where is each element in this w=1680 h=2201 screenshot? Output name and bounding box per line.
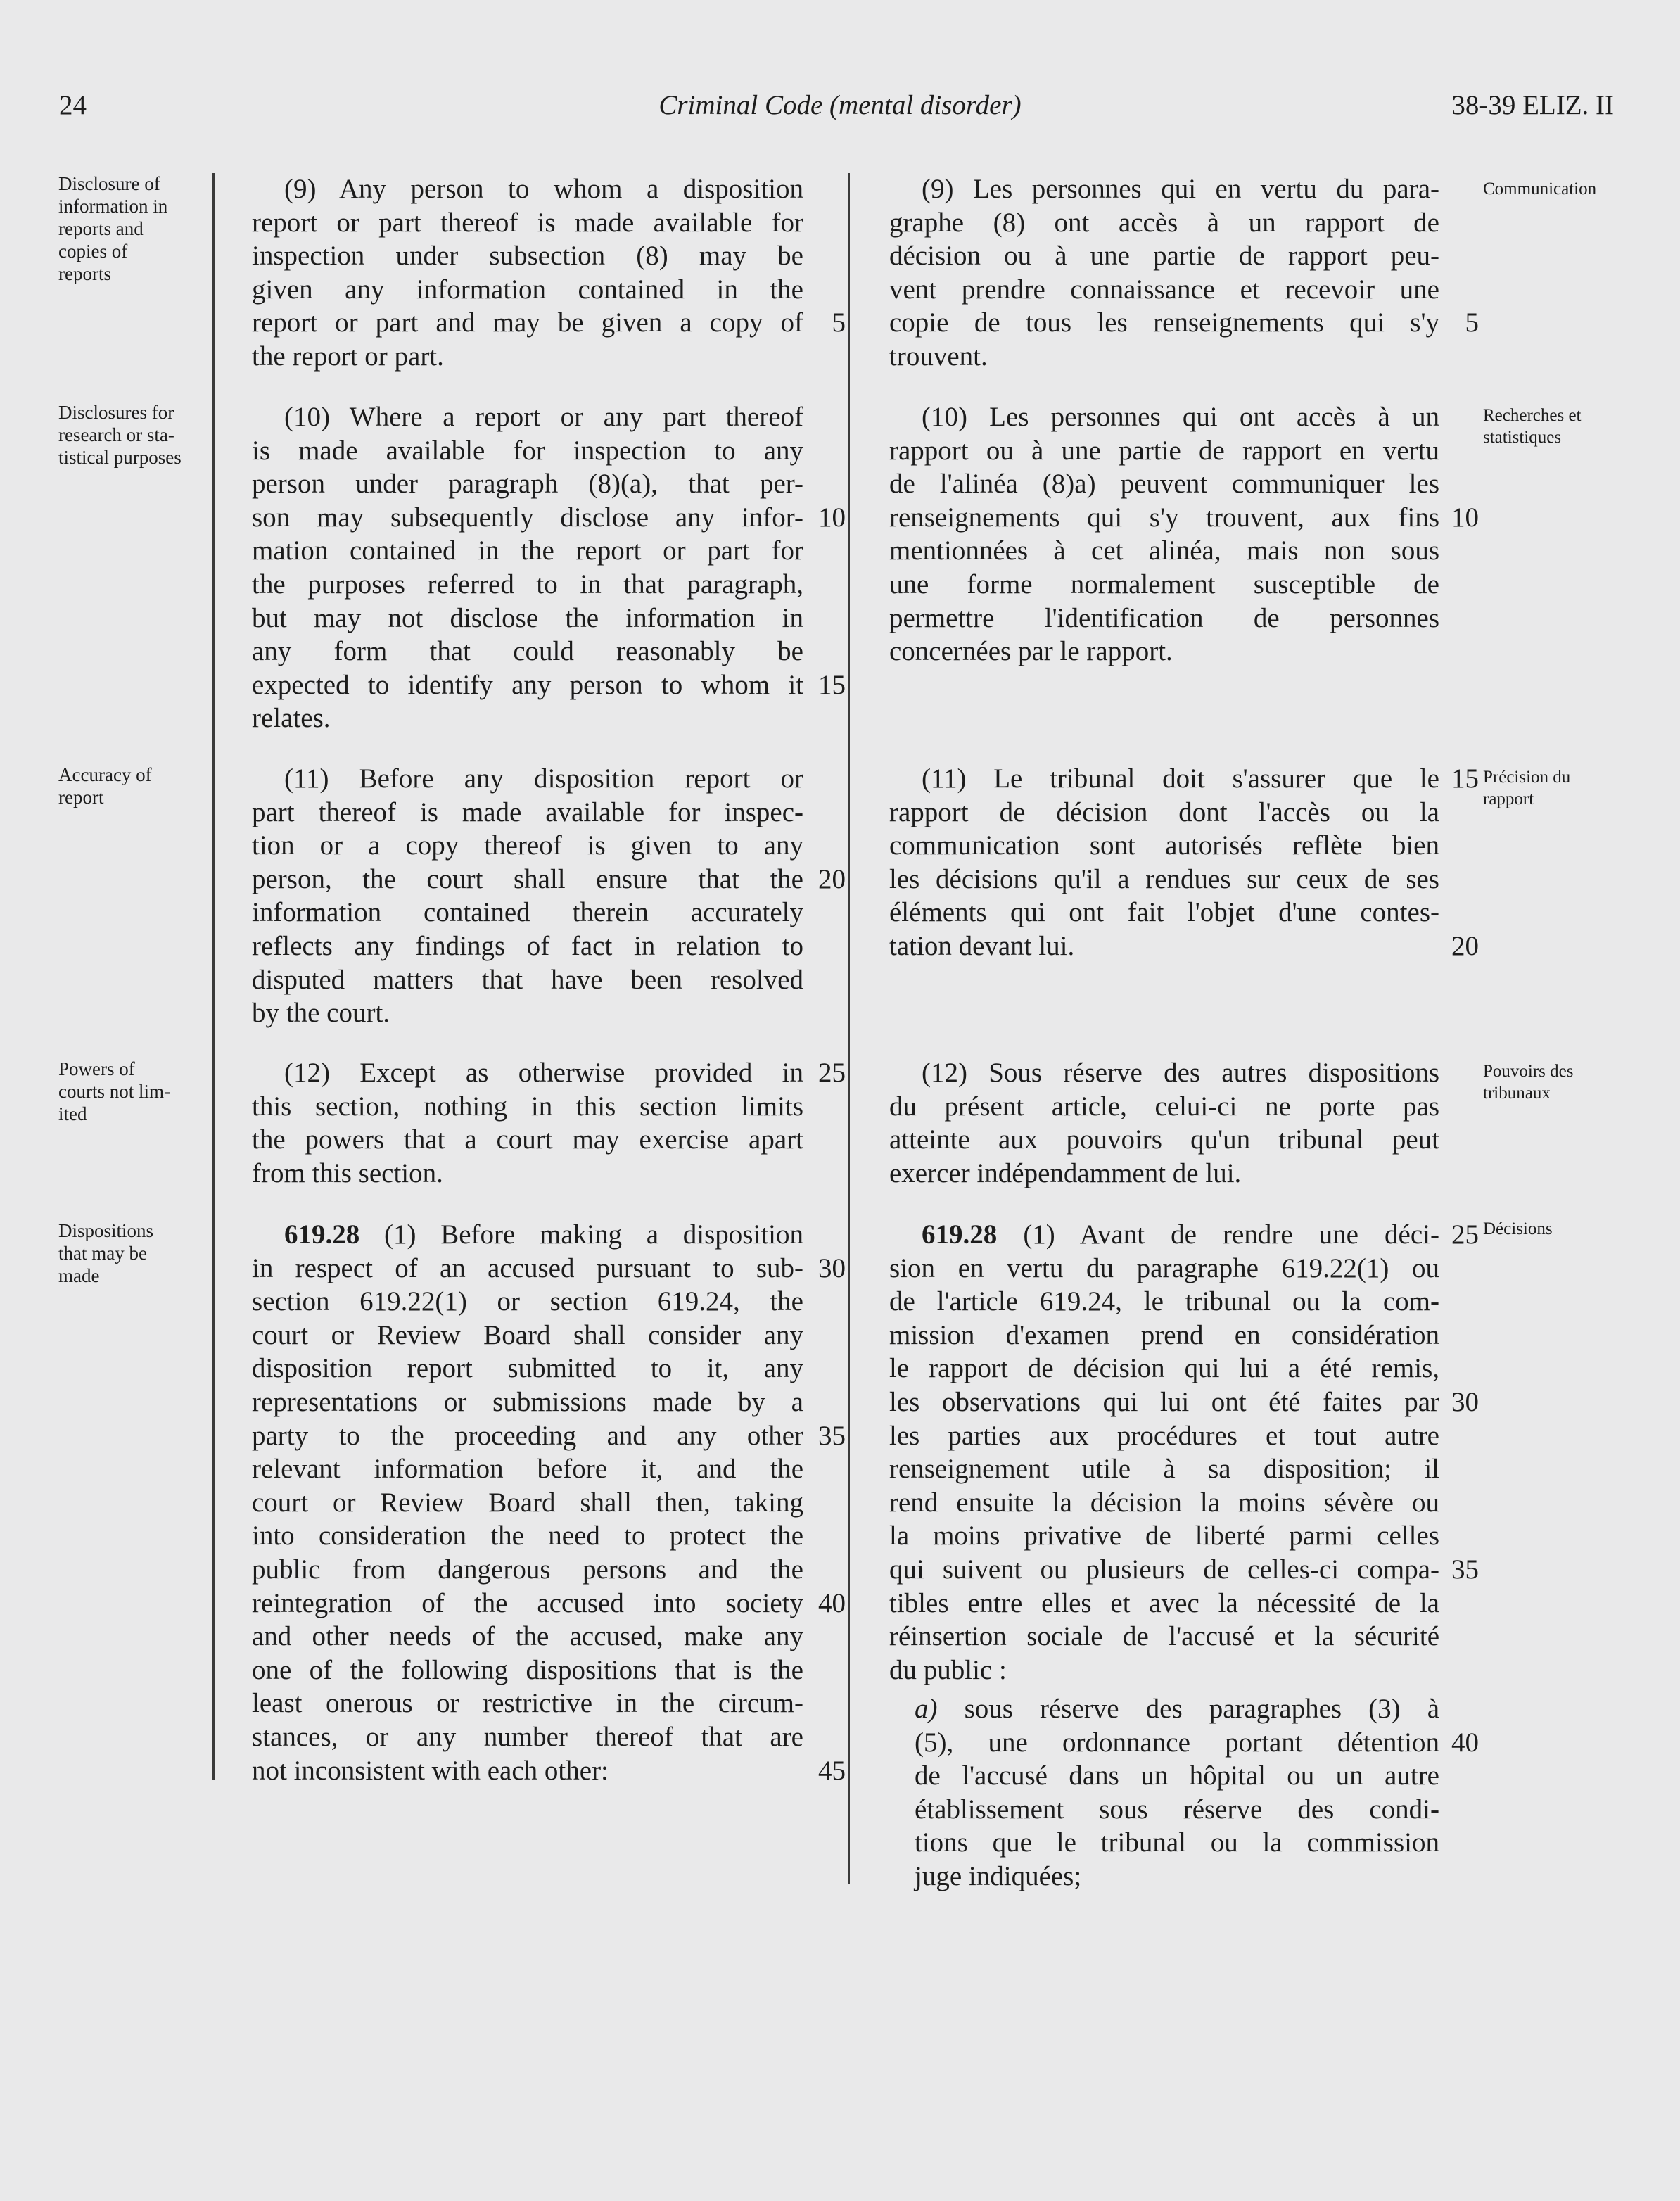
margin-note-accuracy: Accuracy of report bbox=[58, 764, 152, 808]
session-reference: 38-39 ELIZ. II bbox=[1451, 90, 1614, 120]
en-line-number: 40 bbox=[818, 1588, 846, 1618]
en-subsection-10: (10) Where a report or any part thereof is made available for inspection to any person under paragraph (8)(a), that per- son may subsequently disclose any infor- mation contained in the report or part for the purposes referred to in that paragraph, but may not disclose the information in any form that could reasonably be expected to identify any person to whom it relates. bbox=[252, 402, 803, 734]
en-section-number: 619.28 bbox=[284, 1219, 360, 1250]
fr-line-number: 20 bbox=[1451, 931, 1479, 961]
fr-subsection-11: (11) Le tribunal doit s'assurer que le rapport de décision dont l'accès ou la communication sont autorisés reflète bien les décisions qu'il a rendues sur ceux de ses éléments qui ont fait l'objet d'une contes- tation devant lui. bbox=[889, 763, 1439, 961]
fr-item-label: a) bbox=[915, 1694, 938, 1724]
en-line-number: 15 bbox=[818, 670, 846, 700]
en-line-number: 10 bbox=[818, 502, 846, 533]
page-number: 24 bbox=[59, 90, 87, 120]
en-line-number: 45 bbox=[818, 1756, 846, 1786]
en-line-number: 30 bbox=[818, 1253, 846, 1283]
margin-note-dispositions: Dispositions that may be made bbox=[58, 1220, 154, 1286]
margin-note-powers: Powers of courts not lim- ited bbox=[58, 1058, 170, 1124]
fr-line-number: 25 bbox=[1451, 1219, 1479, 1250]
margin-note-communication: Communication bbox=[1483, 179, 1597, 198]
margin-note-pouvoirs: Pouvoirs des tribunaux bbox=[1483, 1062, 1574, 1103]
en-line-number: 5 bbox=[832, 307, 846, 338]
margin-note-decisions: Décisions bbox=[1483, 1219, 1553, 1238]
fr-paragraph-a: a) sous réserve des paragraphes (3) à (5), une ordonnance portant détention de l'accusé dans un hôpital ou un autre établissement sous réserve des condi- tions que le tribunal ou la commission juge indiquées; bbox=[915, 1694, 1440, 1891]
fr-subsection-9: (9) Les personnes qui en vertu du para- graphe (8) ont accès à un rapport de décision ou à une partie de rapport peu- vent prendre connaissance et recevoir une copie de tous les renseignements qui s'y trouvent. bbox=[889, 174, 1439, 372]
en-line-number: 20 bbox=[818, 864, 846, 894]
left-column-rule bbox=[212, 173, 215, 1780]
fr-line-number: 10 bbox=[1451, 502, 1479, 533]
en-line-number: 25 bbox=[818, 1058, 846, 1088]
en-subsection-11: (11) Before any disposition report or part thereof is made available for inspec- tion or a copy thereof is given to any person, the court shall ensure that the information contained therein accurately reflects any findings of fact in relation to disputed matters that have been resolved by the court. bbox=[252, 763, 803, 1029]
margin-note-precision: Précision du rapport bbox=[1483, 768, 1571, 808]
margin-note-recherches: Recherches et statistiques bbox=[1483, 406, 1582, 447]
margin-note-research: Disclosures for research or sta- tistical purposes bbox=[58, 402, 182, 468]
fr-line-number: 5 bbox=[1465, 307, 1479, 338]
fr-line-number: 40 bbox=[1451, 1727, 1479, 1758]
en-section-619-28: 619.28 (1) Before making a disposition in respect of an accused pursuant to sub- section 619.22(1) or section 619.24, the court or Review Board shall consider any disposition report submitted to it, any representations or submissions made by a party to the proceeding and any other relevant information before it, and the court or Review Board shall then, taking into consideration the need to protect the public from dangerous persons and the reintegration of the accused into society and other needs of the accused, make any one of the following dispositions that is the least onerous or restrictive in the circum- stances, or any number thereof that are not inconsistent with each other: bbox=[252, 1219, 803, 1786]
fr-line-number: 15 bbox=[1451, 763, 1479, 794]
fr-line-number: 35 bbox=[1451, 1554, 1479, 1585]
fr-subsection-12: (12) Sous réserve des autres dispositions du présent article, celui-ci ne porte pas atteinte aux pouvoirs qu'un tribunal peut exercer indépendamment de lui. bbox=[889, 1058, 1439, 1188]
running-title: Criminal Code (mental disorder) bbox=[658, 90, 1022, 120]
en-line-number: 35 bbox=[818, 1421, 846, 1451]
center-column-rule bbox=[848, 173, 850, 1884]
en-subsection-9: (9) Any person to whom a disposition report or part thereof is made available for inspection under subsection (8) may be given any information contained in the report or part and may be given a copy of the report or part. bbox=[252, 174, 803, 372]
fr-section-number: 619.28 bbox=[922, 1219, 998, 1250]
fr-line-number: 30 bbox=[1451, 1387, 1479, 1417]
margin-note-disclosure: Disclosure of information in reports and copies of reports bbox=[58, 173, 168, 284]
en-subsection-12: (12) Except as otherwise provided in this section, nothing in this section limits the powers that a court may exercise apart from this section. bbox=[252, 1058, 803, 1188]
fr-section-619-28: 619.28 (1) Avant de rendre une déci- sion en vertu du paragraphe 619.22(1) ou de l'article 619.24, le tribunal ou la com- mission d'examen prend en considération le rapport de décision qui lui a été remis, les observations qui lui ont été faites par les parties aux procédures et tout autre renseignement utile à sa disposition; il rend ensuite la décision la moins sévère ou la moins privative de liberté parmi celles qui suivent ou plusieurs de celles-ci compa- tibles entre elles et avec la nécessité de la réinsertion sociale de l'accusé et la sécurité du public : bbox=[889, 1219, 1439, 1685]
fr-subsection-10: (10) Les personnes qui ont accès à un rapport ou à une partie de rapport en vertu de l'alinéa (8)a) peuvent communiquer les renseignements qui s'y trouvent, aux fins mentionnées à cet alinéa, mais non sous une forme normalement susceptible de permettre l'identification de personnes concernées par le rapport. bbox=[889, 402, 1439, 667]
